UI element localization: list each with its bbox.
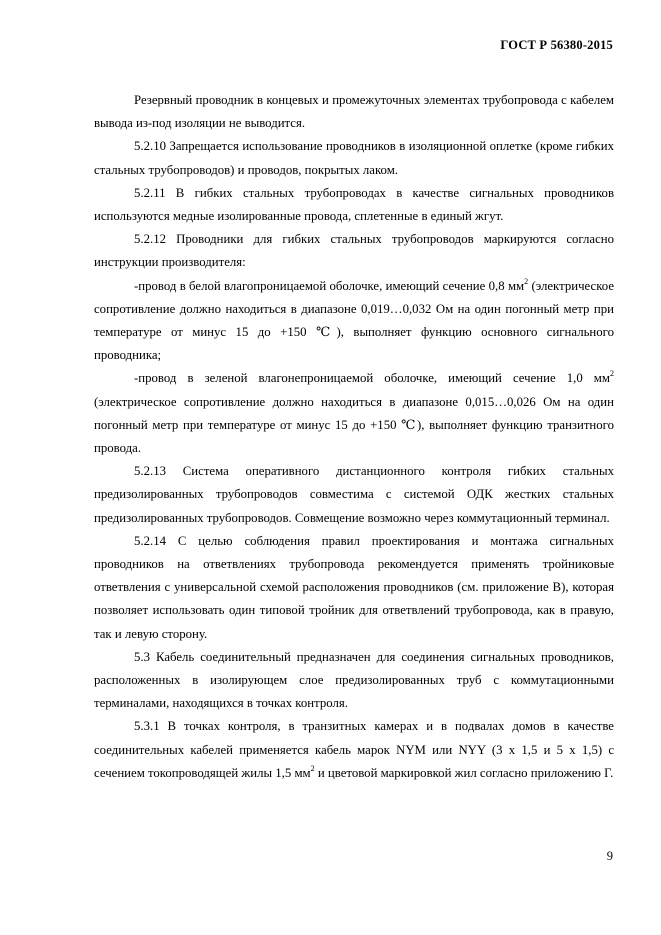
document-body [94, 89, 614, 785]
paragraph-5-2-14: 5.2.14 С целью соблюдения правил проектирования и монтажа сигнальных проводников на ответвлениях трубопровода рекомендуется применять тройниковые ответвления с универсальной схемой расположения проводников (см. приложение В), которая позволяет использовать один типовой тройник для ответвлений трубопровода, как в правую, так и левую сторону. [94, 533, 614, 641]
paragraph-green-wire [94, 367, 614, 460]
paragraph-5-3: 5.3 Кабель соединительный предназначен для соединения сигнальных проводников, расположенных в изолирующем слое предизолированных труб с коммутационными терминалами, находящихся в точках контроля. [94, 649, 614, 711]
white-wire-text-start: -провод в белой влагопроницаемой оболочке, имеющий сечение 0,8 мм [134, 278, 525, 293]
superscript: 2 [310, 763, 315, 773]
green-wire-text-end: (электрическое сопротивление должно находиться в диапазоне 0,015…0,026 Ом на один погонный метр при температуре от минус 15 до +150 ℃), выполняет функцию транзитного провода. [94, 394, 614, 456]
paragraph-5-2-11: 5.2.11 В гибких стальных трубопроводах в качестве сигнальных проводников используются медные изолированные провода, сплетенные в единый жгут. [94, 185, 614, 224]
paragraph-reserve-conductor: Резервный проводник в концевых и промежуточных элементах трубопровода с кабелем вывода из-под изоляции не выводится. [94, 93, 614, 131]
paragraph-white-wire [94, 275, 614, 368]
paragraph-5-2-12: 5.2.12 Проводники для гибких стальных трубопроводов маркируются согласно инструкции производителя: [94, 232, 614, 270]
superscript: 2 [610, 369, 614, 379]
paragraph-5-3-1-text-end: и цветовой маркировкой жил согласно приложению Г. [314, 765, 614, 780]
paragraph-5-3-1-text-start: 5.3.1 В точках контроля, в транзитных камерах и в подвалах домов в качестве соединительных кабелей применяется кабель марок NYM или NYY (3 x 1,5 и 5 x 1,5) с сечением токопроводящей жилы 1,5 мм [94, 719, 614, 780]
paragraph-5-2-10: 5.2.10 Запрещается использование проводников в изоляционной оплетке (кроме гибких стальных трубопроводов) и проводов, покрытых лаком. [94, 139, 614, 177]
paragraph-5-2-13: 5.2.13 Система оперативного дистанционного контроля гибких стальных предизолированных трубопроводов совместима с системой ОДК жестких стальных предизолированных трубопроводов. Совмещение возможно через коммутационный терминал. [94, 464, 614, 525]
page-number: 9 [606, 849, 613, 863]
green-wire-text-start: -провод в зеленой влагонепроницаемой оболочке, имеющий сечение 1,0 мм [134, 371, 610, 386]
superscript: 2 [524, 276, 529, 286]
paragraph-5-3-1 [94, 715, 614, 785]
standard-header: ГОСТ Р 56380-2015 [500, 38, 613, 52]
white-wire-text-end: (электрическое сопротивление должно находиться в диапазоне 0,019…0,032 Ом на один погонный метр при температуре от минус 15 до +150 ℃), выполняет функцию основного сигнального проводника; [94, 278, 614, 363]
